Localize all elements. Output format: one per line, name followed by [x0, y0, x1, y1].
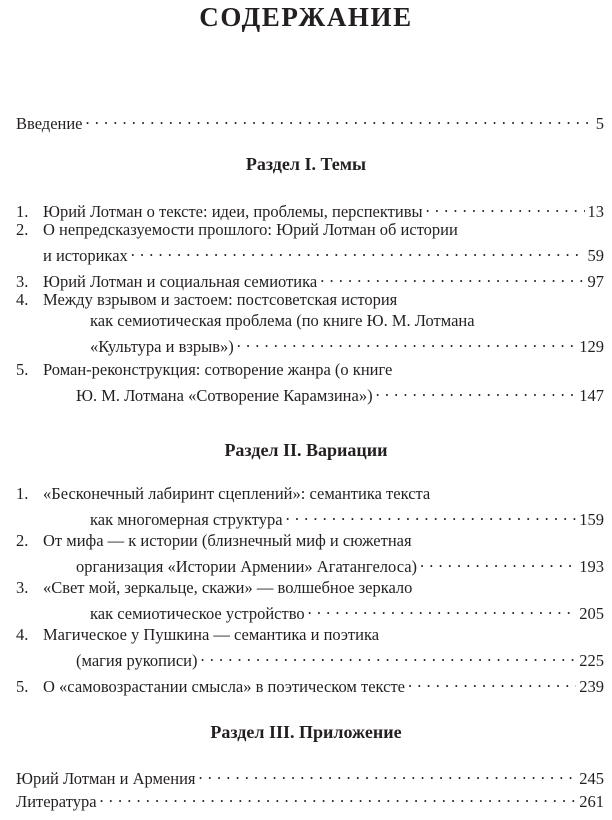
toc-entry-title: как семиотическое устройство: [90, 604, 305, 623]
toc-entry-title: Юрий Лотман и Армения: [16, 769, 196, 788]
toc-entry-page: 13: [587, 202, 604, 221]
section-title: Раздел I. Темы: [245, 154, 367, 174]
toc-entry-page: 225: [579, 651, 604, 670]
dot-leader: [408, 671, 576, 692]
toc-entry-title: От мифа — к истории (близнечный миф и сюжетная: [43, 531, 412, 550]
toc-entry-title: Роман-реконструкция: сотворение жанра (о книге: [43, 360, 393, 379]
toc-entry-number: 3.: [16, 578, 29, 597]
toc-entry[interactable]: [16, 763, 604, 788]
section-title: Раздел III. Приложение: [210, 722, 402, 742]
toc-entry-number: 4.: [16, 625, 29, 644]
toc-entry-number: 1.: [16, 484, 29, 503]
toc-entry[interactable]: [16, 577, 604, 623]
toc-entry-title: Введение: [16, 114, 83, 133]
toc-entry-page: 5: [595, 114, 604, 133]
toc-entry-title: Между взрывом и застоем: постсоветская история: [43, 290, 398, 309]
toc-entry-page: 147: [579, 386, 604, 405]
toc-entry-page: 239: [579, 677, 604, 696]
toc-entry-title: «Культура и взрыв»): [90, 337, 234, 356]
dot-leader: [308, 598, 577, 619]
dot-leader: [199, 763, 577, 784]
toc-entry-title: Магическое у Пушкина — семантика и поэтика: [43, 625, 380, 644]
toc-entry[interactable]: [16, 359, 604, 405]
toc-entry-page: 97: [587, 272, 604, 291]
toc-entry-page: 129: [579, 337, 604, 356]
toc-entry-title: Юрий Лотман и социальная семиотика: [43, 272, 318, 291]
toc-entry-number: 3.: [16, 272, 29, 291]
toc-entry-number: 4.: [16, 290, 29, 309]
toc-entry-number: 1.: [16, 202, 29, 221]
toc-entry-title: Литература: [16, 792, 97, 811]
toc-entry-page: 193: [579, 557, 604, 576]
page-title: СОДЕРЖАНИЕ: [199, 2, 413, 32]
toc-entry-title: и историках: [43, 246, 128, 265]
dot-leader: [286, 504, 577, 525]
toc-entry-title: О «самовозрастании смысла» в поэтическом тексте: [43, 677, 405, 696]
section-title: Раздел II. Вариации: [224, 440, 388, 460]
toc-entry-page: 205: [579, 604, 604, 623]
toc-entry[interactable]: [16, 219, 604, 265]
toc-entry-title: О непредсказуемости прошлого: Юрий Лотман об истории: [43, 220, 458, 239]
toc-entry-title: Ю. М. Лотмана «Сотворение Карамзина»): [76, 386, 373, 405]
dot-leader: [200, 645, 576, 666]
dot-leader: [426, 196, 585, 217]
dot-leader: [237, 331, 577, 352]
toc-entry-introduction[interactable]: [16, 108, 604, 133]
toc-entry-number: 2.: [16, 531, 29, 550]
toc-entry[interactable]: [16, 624, 604, 670]
toc-entry[interactable]: [16, 266, 604, 291]
toc-entry-number: 5.: [16, 360, 29, 379]
toc-entry-title: Юрий Лотман о тексте: идеи, проблемы, перспективы: [43, 202, 423, 221]
toc-entry[interactable]: [16, 671, 604, 696]
toc-entry-title: как многомерная структура: [90, 510, 283, 529]
toc-entry-page: 159: [579, 510, 604, 529]
toc-entry[interactable]: [16, 289, 604, 356]
toc-entry-number: 2.: [16, 220, 29, 239]
toc-entry[interactable]: [16, 786, 604, 811]
toc-entry-page: 59: [587, 246, 604, 265]
toc-entry-title: «Бесконечный лабиринт сцеплений»: семантика текста: [43, 484, 431, 503]
dot-leader: [320, 266, 584, 287]
dot-leader: [420, 551, 576, 572]
dot-leader: [100, 786, 577, 807]
toc-entry-page: 245: [579, 769, 604, 788]
toc-entry[interactable]: [16, 483, 604, 529]
toc-entry[interactable]: [16, 196, 604, 221]
dot-leader: [131, 240, 585, 261]
toc-entry-page: 261: [579, 792, 604, 811]
toc-entry-title: «Свет мой, зеркальце, скажи» — волшебное зеркало: [43, 578, 413, 597]
toc-entry[interactable]: [16, 530, 604, 576]
toc-entry-title: как семиотическая проблема (по книге Ю. М. Лотмана: [90, 311, 475, 330]
dot-leader: [86, 108, 593, 129]
dot-leader: [376, 380, 577, 401]
toc-entry-title: (магия рукописи): [76, 651, 198, 670]
toc-entry-title: организация «Истории Армении» Агатангелоса): [76, 557, 418, 576]
toc-entry-number: 5.: [16, 677, 29, 696]
